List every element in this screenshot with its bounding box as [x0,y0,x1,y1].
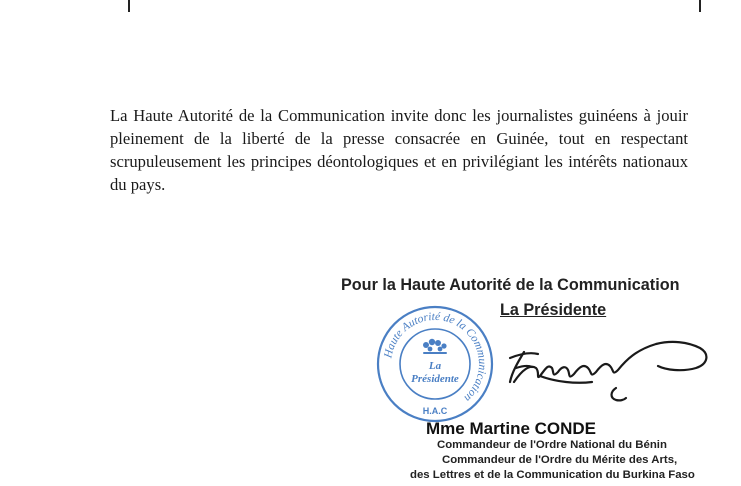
signatory-name: Mme Martine CONDE [426,419,597,438]
stamp-ring-text: Haute Autorité de la Communication [382,310,489,405]
honor-line: Commandeur de l'Ordre du Mérite des Arts, [442,454,678,466]
official-stamp [374,303,496,425]
honor-line: des Lettres et de la Communication du Burkina Faso [410,469,695,481]
signatory-title: La Présidente [500,301,607,319]
svg-text:Haute Autorité de la Communica [382,311,488,404]
scan-edge [0,0,741,14]
stamp-emblem [423,339,447,354]
scan-mark [128,0,130,12]
organization-line: Pour la Haute Autorité de la Communication [341,276,680,294]
scan-mark [699,0,701,12]
handwritten-signature [496,310,716,410]
stamp-center-text-1: La [428,360,442,372]
stamp-center-text-2: Présidente [411,373,459,385]
honor-line: Commandeur de l'Ordre National du Bénin [437,439,667,451]
stamp-bottom-text: H.A.C [422,406,448,416]
letter-paragraph: La Haute Autorité de la Communication invite donc les journalistes guinéens à jouir pleinement de la liberté de la presse consacrée en Guinée, tout en respectant scrupuleusement les principes déontologiques et en privilégiant les intérêts nationaux du pays. [110,106,688,194]
